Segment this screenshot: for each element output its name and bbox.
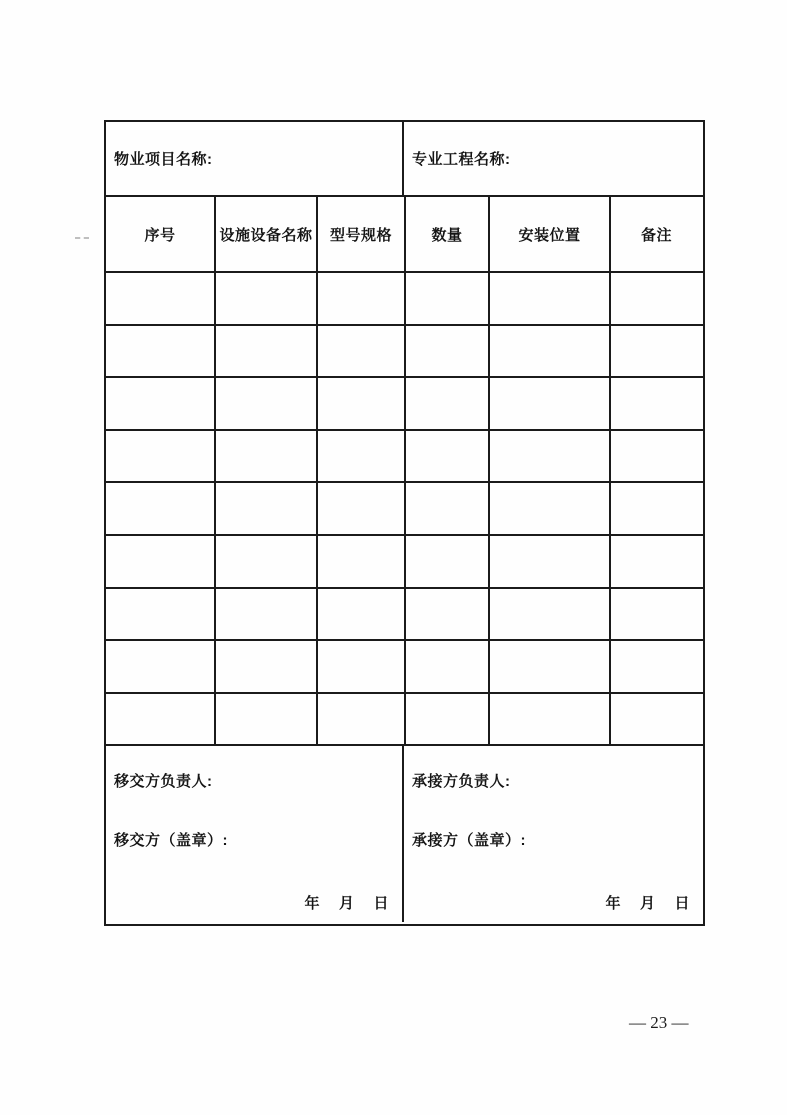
empty-cell bbox=[106, 378, 216, 429]
empty-cell bbox=[611, 483, 702, 534]
table-row bbox=[106, 378, 703, 431]
table-row bbox=[106, 589, 703, 642]
table-row bbox=[106, 273, 703, 326]
empty-cell bbox=[406, 483, 490, 534]
table-row bbox=[106, 431, 703, 484]
empty-cell bbox=[318, 273, 406, 324]
empty-cell bbox=[490, 326, 611, 377]
empty-cell bbox=[318, 378, 406, 429]
empty-cell bbox=[611, 326, 702, 377]
empty-cell bbox=[106, 326, 216, 377]
empty-cell bbox=[216, 273, 318, 324]
empty-cell bbox=[106, 536, 216, 587]
empty-cell bbox=[611, 378, 702, 429]
scan-artifact bbox=[75, 237, 89, 239]
table-row bbox=[106, 641, 703, 694]
receiver-date-line bbox=[605, 892, 690, 913]
empty-cell bbox=[406, 641, 490, 692]
month-label: 月 bbox=[338, 895, 355, 913]
empty-cell bbox=[611, 589, 702, 640]
empty-cell bbox=[490, 694, 611, 745]
column-header-quantity: 数量 bbox=[406, 197, 490, 271]
table-row bbox=[106, 536, 703, 589]
empty-cell bbox=[318, 641, 406, 692]
empty-cell bbox=[490, 589, 611, 640]
empty-cell bbox=[216, 378, 318, 429]
form-title-row bbox=[106, 122, 703, 197]
empty-cell bbox=[406, 273, 490, 324]
empty-cell bbox=[611, 431, 702, 482]
transferor-seal-label: 移交方（盖章）: bbox=[114, 832, 228, 850]
empty-cell bbox=[318, 536, 406, 587]
empty-cell bbox=[611, 694, 702, 745]
empty-cell bbox=[406, 589, 490, 640]
table-row bbox=[106, 326, 703, 379]
empty-cell bbox=[406, 536, 490, 587]
empty-cell bbox=[490, 641, 611, 692]
empty-cell bbox=[106, 641, 216, 692]
table-row bbox=[106, 694, 703, 747]
empty-cell bbox=[611, 273, 702, 324]
handover-form-table bbox=[104, 120, 705, 926]
empty-cell bbox=[406, 431, 490, 482]
empty-cell bbox=[406, 694, 490, 745]
empty-cell bbox=[490, 536, 611, 587]
page-number: — 23 — bbox=[629, 1013, 689, 1032]
empty-cell bbox=[106, 694, 216, 745]
empty-cell bbox=[106, 431, 216, 482]
empty-cell bbox=[611, 641, 702, 692]
receiver-signature-cell bbox=[404, 746, 703, 922]
empty-cell bbox=[318, 589, 406, 640]
empty-cell bbox=[106, 273, 216, 324]
empty-cell bbox=[216, 326, 318, 377]
transferor-signature-cell bbox=[106, 746, 404, 922]
empty-cell bbox=[106, 483, 216, 534]
empty-cell bbox=[216, 431, 318, 482]
empty-cell bbox=[406, 326, 490, 377]
column-header-remarks: 备注 bbox=[640, 226, 672, 244]
day-label: 日 bbox=[373, 895, 389, 913]
property-project-name-label: 物业项目名称: bbox=[106, 122, 404, 195]
empty-cell bbox=[490, 431, 611, 482]
signature-section bbox=[106, 746, 703, 922]
empty-cell bbox=[406, 378, 490, 429]
column-header-install-location: 安装位置 bbox=[490, 197, 611, 271]
column-header-serial-number: 序号 bbox=[106, 197, 216, 271]
specialty-project-name-label: 专业工程名称: bbox=[412, 151, 511, 168]
empty-cell bbox=[318, 694, 406, 745]
transferor-date-line bbox=[304, 892, 389, 913]
transferor-responsible-label: 移交方负责人: bbox=[114, 773, 213, 791]
empty-cell bbox=[490, 483, 611, 534]
column-header-model-spec: 型号规格 bbox=[318, 197, 406, 271]
receiver-responsible-label: 承接方负责人: bbox=[412, 773, 511, 791]
year-label: 年 bbox=[605, 895, 621, 913]
empty-cell bbox=[216, 694, 318, 745]
day-label: 日 bbox=[674, 895, 690, 913]
table-header-row bbox=[106, 197, 703, 273]
empty-cell bbox=[216, 536, 318, 587]
empty-cell bbox=[318, 326, 406, 377]
month-label: 月 bbox=[639, 895, 656, 913]
empty-cell bbox=[611, 536, 702, 587]
table-body bbox=[106, 273, 703, 746]
empty-cell bbox=[216, 589, 318, 640]
empty-cell bbox=[318, 483, 406, 534]
empty-cell bbox=[216, 483, 318, 534]
receiver-seal-label: 承接方（盖章）: bbox=[412, 832, 526, 850]
empty-cell bbox=[490, 273, 611, 324]
empty-cell bbox=[216, 641, 318, 692]
column-header-equipment-name: 设施设备名称 bbox=[216, 197, 318, 271]
empty-cell bbox=[106, 589, 216, 640]
year-label: 年 bbox=[304, 895, 320, 913]
empty-cell bbox=[490, 378, 611, 429]
empty-cell bbox=[318, 431, 406, 482]
table-row bbox=[106, 483, 703, 536]
